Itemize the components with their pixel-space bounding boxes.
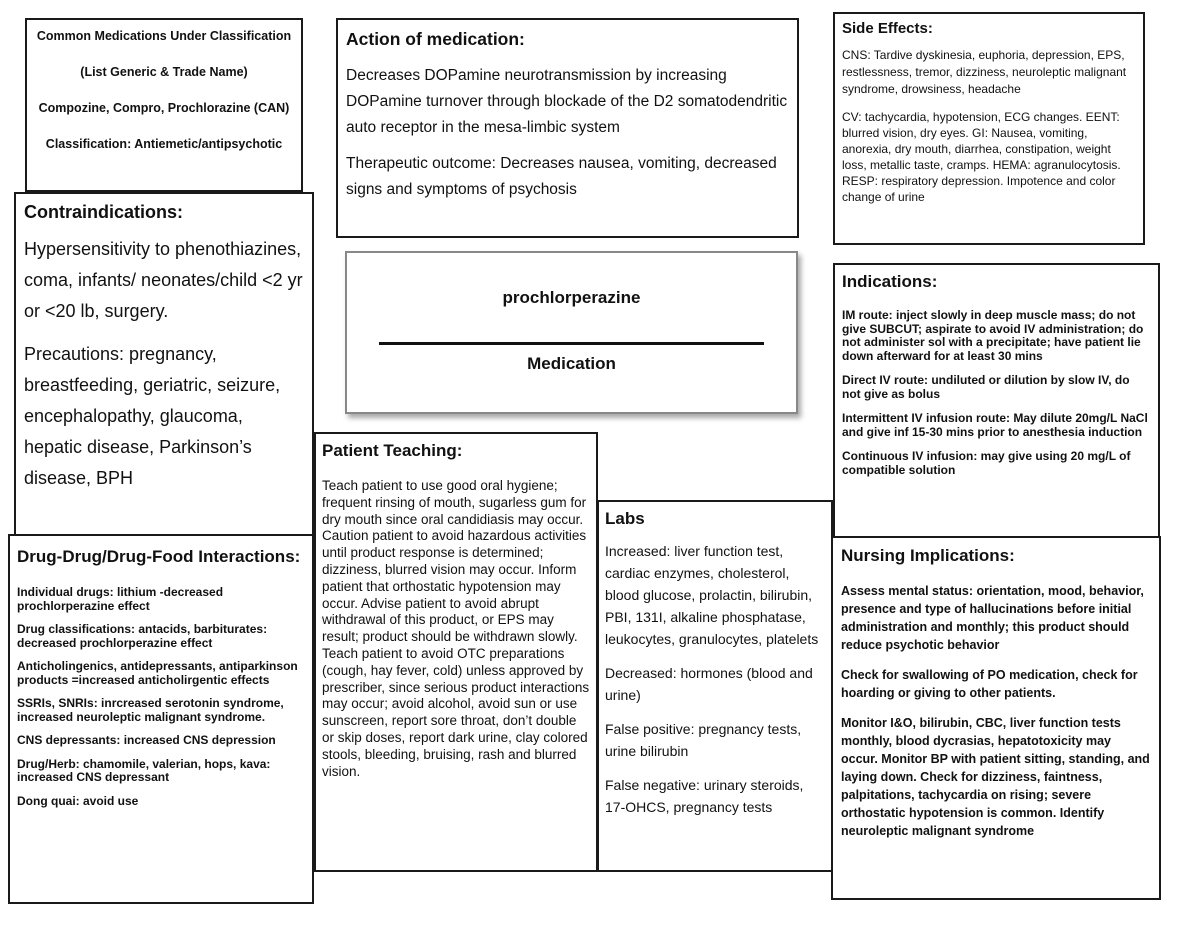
therapeutic-outcome: Therapeutic outcome: Decreases nausea, vomiting, decreased signs and symptoms of psychosis	[346, 155, 777, 198]
indications-heading: Indications:	[842, 272, 938, 291]
medication-card	[345, 251, 798, 414]
nursing-implications-box	[831, 536, 1161, 900]
lab-item: Decreased: hormones (blood and urine)	[605, 665, 813, 703]
lab-item: Increased: liver function test, cardiac enzymes, cholesterol, blood glucose, prolactin, bilirubin, PBI, 131I, alkaline phosphatase, leukocytes, granulocytes, platelets	[605, 543, 819, 647]
medication-name: prochlorperazine	[502, 288, 641, 307]
indication-item: Continuous IV infusion: may give using 20 mg/L of compatible solution	[842, 449, 1131, 477]
side-effects-other: CV: tachycardia, hypotension, ECG changes. EENT: blurred vision, dry eyes. GI: Nausea, vomiting, anorexia, dry mouth, diarrhea, constipation, weight loss, metallic taste, cramps. HEMA: agranulocytosis. RESP: respiratory depression. Impotence and color change of urine	[842, 110, 1121, 204]
medication-label: Medication	[527, 354, 616, 373]
lab-item: False negative: urinary steroids, 17-OHCS, pregnancy tests	[605, 777, 804, 815]
indications-box	[833, 263, 1160, 538]
patient-teaching-box	[314, 432, 598, 872]
contraindications-box	[14, 192, 314, 536]
action-heading: Action of medication:	[346, 29, 525, 49]
side-effects-heading: Side Effects:	[842, 20, 933, 37]
interaction-item: Individual drugs: lithium -decreased prochlorperazine effect	[17, 585, 224, 613]
action-description: Decreases DOPamine neurotransmission by increasing DOPamine turnover through blockade of the D2 somatodendritic auto receptor in the mesa-limbic system	[346, 67, 788, 136]
classification-subtitle: (List Generic & Trade Name)	[80, 65, 248, 79]
contraindications-body: Hypersensitivity to phenothiazines, coma, infants/ neonates/child <2 yr or <20 lb, surgery.	[24, 239, 303, 321]
indication-item: Direct IV route: undiluted or dilution by slow IV, do not give as bolus	[842, 373, 1130, 401]
patient-teaching-body: Teach patient to use good oral hygiene; frequent rinsing of mouth, sugarless gum for dry mouth since oral candidiasis may occur. Caution patient to avoid hazardous activities until product response is determined; dizziness, blurred vision may occur. Inform patient that orthostatic hypotension may occur. Advise patient to avoid abrupt withdrawal of this product, or EPS may result; product should be withdrawn slowly. Teach patient to avoid OTC preparations (cough, hay fever, cold) unless approved by prescriber, since serious product interactions may occur; avoid alcohol, avoid sun or use sunscreen, report sore throat, don’t double or skip doses, report dark urine, clay colored stools, bleeding, bruising, rash and blurred vision.	[322, 478, 590, 779]
interaction-item: Dong quai: avoid use	[17, 793, 139, 808]
medication-divider	[379, 342, 764, 345]
interactions-box	[8, 534, 314, 904]
action-box	[336, 18, 799, 238]
lab-item: False positive: pregnancy tests, urine bilirubin	[605, 721, 802, 759]
side-effects-box	[833, 12, 1145, 245]
classification-text: Classification: Antiemetic/antipsychotic	[45, 137, 283, 151]
interaction-item: CNS depressants: increased CNS depression	[17, 733, 276, 747]
side-effects-cns: CNS: Tardive dyskinesia, euphoria, depression, EPS, restlessness, tremor, dizziness, neuroleptic malignant syndrome, drowsiness, headache	[842, 48, 1127, 96]
patient-teaching-heading: Patient Teaching:	[322, 441, 463, 460]
indication-item: IM route: inject slowly in deep muscle mass; do not give SUBCUT; aspirate to avoid IV administration; do not administer sol with a precipitate; have patient lie down afterward for at least 30 mins	[842, 308, 1144, 363]
interaction-item: Anticholingenics, antidepressants, antiparkinson products =increased anticholirgentic effects	[17, 659, 298, 687]
classification-title: Common Medications Under Classification	[36, 29, 292, 43]
interactions-heading: Drug-Drug/Drug-Food Interactions:	[17, 547, 301, 566]
trade-names: Compozine, Compro, Prochlorazine (CAN)	[38, 101, 290, 115]
nursing-heading: Nursing Implications:	[841, 546, 1015, 565]
nursing-item: Monitor I&O, bilirubin, CBC, liver function tests monthly, blood dycrasias, hepatotoxicity may occur. Monitor BP with patient sitting, standing, and laying down. Check for dizziness, faintness, palpitations, tachycardia on rising; severe orthostatic hypotension is common. Identify neuroleptic malignant syndrome	[841, 716, 1150, 838]
interaction-item: Drug/Herb: chamomile, valerian, hops, kava: increased CNS depressant	[17, 756, 271, 784]
interaction-item: Drug classifications: antacids, barbiturates: decreased prochlorperazine effect	[17, 622, 268, 650]
precautions: Precautions: pregnancy, breastfeeding, geriatric, seizure, encephalopathy, glaucoma, hepatic disease, Parkinson’s disease, BPH	[24, 344, 281, 488]
indication-item: Intermittent IV infusion route: May dilute 20mg/L NaCl and give inf 15-30 mins prior to anesthesia induction	[842, 411, 1148, 439]
interaction-item: SSRIs, SNRIs: inrcreased serotonin syndrome, increased neuroleptic malignant syndrome.	[17, 696, 284, 724]
nursing-item: Check for swallowing of PO medication, check for hoarding or giving to other patients.	[841, 668, 1138, 700]
nursing-item: Assess mental status: orientation, mood, behavior, presence and type of hallucinations before initial administration and monthly; this product should reduce psychotic behavior	[841, 584, 1144, 652]
classification-box	[25, 18, 303, 192]
contraindications-heading: Contraindications:	[24, 202, 184, 222]
labs-heading: Labs	[605, 509, 645, 528]
labs-box	[597, 500, 833, 872]
